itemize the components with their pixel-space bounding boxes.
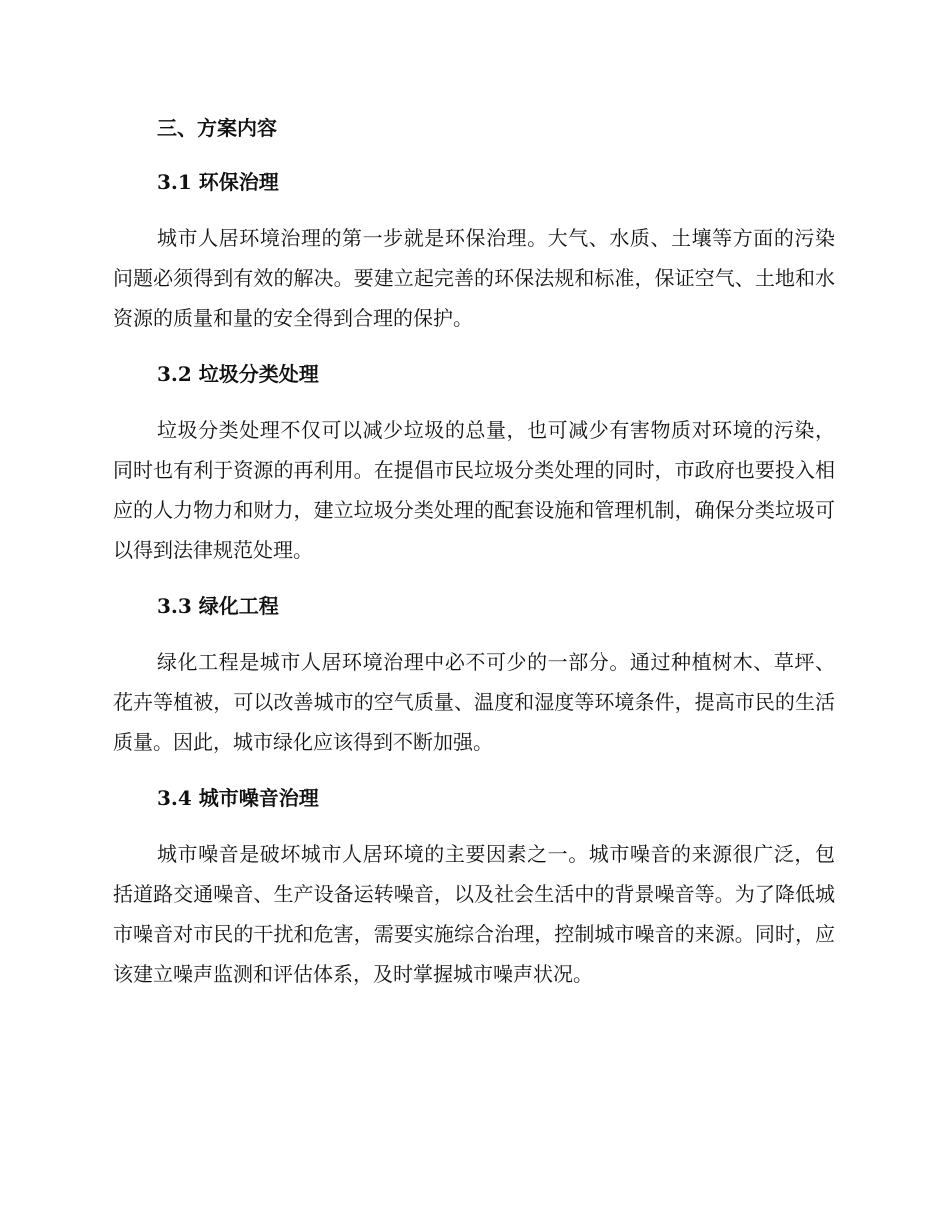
subsection-body-3-3: 绿化工程是城市人居环境治理中必不可少的一部分。通过种植树木、草坪、花卉等植被，可以改善城市的空气质量、温度和湿度等环境条件，提高市民的生活质量。因此，城市绿化应该得到不断加强。 [113,650,835,754]
subsection-body-3-2: 垃圾分类处理不仅可以减少垃圾的总量，也可减少有害物质对环境的污染，同时也有利于资源的再利用。在提倡市民垃圾分类处理的同时，市政府也要投入相应的人力物力和财力，建立垃圾分类处理的配套设施和管理机制，确保分类垃圾可以得到法律规范处理。 [113,418,835,562]
document-page [113,110,835,1012]
subsection-heading-3-1: 3.1 环保治理 [157,170,279,194]
subsection-heading-3-4: 3.4 城市噪音治理 [157,786,319,810]
subsection-body-3-4: 城市噪音是破坏城市人居环境的主要因素之一。城市噪音的来源很广泛，包括道路交通噪音、生产设备运转噪音，以及社会生活中的背景噪音等。为了降低城市噪音对市民的干扰和危害，需要实施综合治理，控制城市噪音的来源。同时，应该建立噪声监测和评估体系，及时掌握城市噪声状况。 [113,842,835,986]
subsection-heading-3-2: 3.2 垃圾分类处理 [157,362,319,386]
section-title: 三、方案内容 [157,116,277,140]
subsection-heading-3-3: 3.3 绿化工程 [157,594,279,618]
subsection-body-3-1: 城市人居环境治理的第一步就是环保治理。大气、水质、土壤等方面的污染问题必须得到有效的解决。要建立起完善的环保法规和标准，保证空气、土地和水资源的质量和量的安全得到合理的保护。 [113,226,835,330]
